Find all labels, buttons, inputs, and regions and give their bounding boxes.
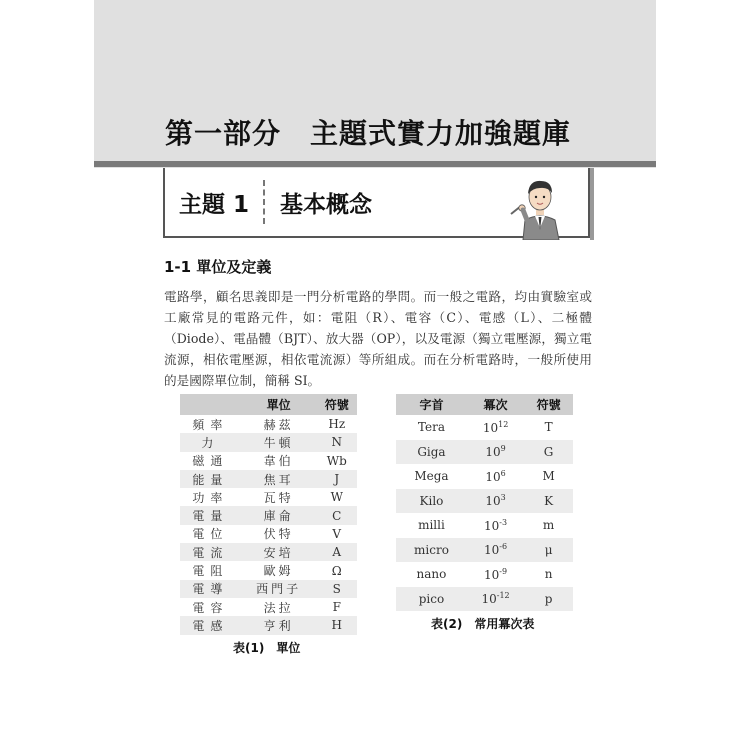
table-row xyxy=(396,587,573,612)
units-table-header xyxy=(180,394,357,415)
unit-cell: 西門子 xyxy=(241,580,317,598)
power-cell xyxy=(467,440,524,465)
table-row xyxy=(396,562,573,587)
quantity-cell: 力 xyxy=(180,433,241,451)
symbol-cell: C xyxy=(317,506,357,524)
quantity-cell: 功率 xyxy=(192,490,229,505)
topic-label: 主題 1 xyxy=(179,192,250,218)
table-row xyxy=(180,580,357,598)
symbol-cell: Hz xyxy=(328,417,346,432)
prefix-cell: nano xyxy=(416,567,447,582)
power-exponent: -3 xyxy=(499,517,508,527)
table-row xyxy=(180,488,357,506)
topic-title: 基本概念 xyxy=(280,192,372,218)
topic-separator xyxy=(263,180,265,224)
power-cell xyxy=(467,415,524,440)
table-row xyxy=(396,415,573,440)
powers-table-header xyxy=(396,394,573,415)
powers-table-caption: 表(2) 常用冪次表 xyxy=(431,617,535,631)
power-base: 10 xyxy=(484,518,500,533)
symbol-cell: J xyxy=(317,470,357,488)
power-cell xyxy=(467,513,524,538)
power-base: 10 xyxy=(484,543,500,558)
table-row xyxy=(396,440,573,465)
symbol-cell: A xyxy=(317,543,357,561)
symbol-cell: m xyxy=(542,518,555,533)
power-exponent: 6 xyxy=(500,468,506,478)
quantity-cell: 磁通 xyxy=(192,454,229,469)
power-cell xyxy=(467,587,524,612)
table-row xyxy=(180,561,357,579)
topic-banner-shadow xyxy=(590,168,594,240)
symbol-cell: Wb xyxy=(326,453,347,468)
unit-cell: 庫侖 xyxy=(241,506,317,524)
quantity-cell: 電容 xyxy=(192,600,229,615)
prefix-cell: milli xyxy=(418,518,445,533)
table-row xyxy=(180,506,357,524)
body-paragraph: 電路學，顧名思義即是一門分析電路的學問。而一般之電路，均由實驗室或工廠常見的電路元件，如：電阻（R）、電容（C）、電感（L）、二極體（Diode）、電晶體（BJT）、放大器（OP），以及電源（獨立電壓源，獨立電流源，相依電壓源，相依電流源）等所組成。而在分析電路時，一般所使用的是國際單位制，簡稱 SI。 xyxy=(164,289,592,388)
table-row xyxy=(180,616,357,634)
power-cell xyxy=(467,538,524,563)
unit-cell: 亨利 xyxy=(241,616,317,634)
quantity-cell: 電阻 xyxy=(192,564,229,579)
table-row xyxy=(180,433,357,451)
quantity-cell: 電流 xyxy=(180,543,241,561)
symbol-cell: V xyxy=(332,526,342,541)
symbol-cell: Ω xyxy=(331,563,342,578)
unit-cell: 牛頓 xyxy=(241,433,317,451)
units-table-caption: 表(1) 單位 xyxy=(233,641,301,655)
prefix-cell: micro xyxy=(396,538,467,563)
symbol-cell: M xyxy=(542,469,555,484)
prefix-cell: Tera xyxy=(417,420,445,435)
units-header-symbol: 符號 xyxy=(317,394,357,415)
symbol-cell: n xyxy=(544,567,553,582)
unit-cell: 赫茲 xyxy=(263,417,294,432)
symbol-cell: μ xyxy=(524,538,573,563)
table-row xyxy=(180,543,357,561)
unit-cell: 瓦特 xyxy=(263,490,294,505)
powers-header-symbol: 符號 xyxy=(524,394,573,415)
quantity-cell: 電量 xyxy=(180,506,241,524)
unit-cell: 伏特 xyxy=(263,527,294,542)
power-exponent: 9 xyxy=(500,444,506,454)
table-row xyxy=(180,470,357,488)
powers-header-prefix: 字首 xyxy=(396,394,467,415)
symbol-cell: F xyxy=(332,600,341,615)
power-base: 10 xyxy=(485,445,501,460)
symbol-cell: p xyxy=(524,587,573,612)
table-row xyxy=(396,464,573,489)
unit-cell: 焦耳 xyxy=(241,470,317,488)
part-title: 第一部分 主題式實力加強題庫 xyxy=(165,117,572,150)
power-base: 10 xyxy=(481,592,497,607)
unit-cell: 法拉 xyxy=(263,600,294,615)
table-row xyxy=(396,489,573,514)
power-cell xyxy=(467,489,524,514)
power-base: 10 xyxy=(485,494,501,509)
symbol-cell: S xyxy=(317,580,357,598)
power-exponent: -9 xyxy=(499,566,508,576)
symbol-cell: N xyxy=(317,433,357,451)
symbol-cell: H xyxy=(317,616,357,634)
powers-table xyxy=(396,394,573,611)
table-row xyxy=(180,415,357,433)
symbol-cell: W xyxy=(330,490,343,505)
quantity-cell: 電導 xyxy=(180,580,241,598)
symbol-cell: G xyxy=(524,440,573,465)
power-cell xyxy=(467,464,524,489)
power-exponent: -12 xyxy=(496,591,510,601)
prefix-cell: Mega xyxy=(414,469,449,484)
power-cell xyxy=(467,562,524,587)
power-exponent: -6 xyxy=(499,542,508,552)
quantity-cell: 能量 xyxy=(180,470,241,488)
teacher-mascot-icon xyxy=(505,170,575,240)
units-header-unit: 單位 xyxy=(241,394,317,415)
prefix-cell: pico xyxy=(396,587,467,612)
unit-cell: 安培 xyxy=(241,543,317,561)
prefix-cell: Giga xyxy=(396,440,467,465)
units-header-quantity xyxy=(180,394,241,415)
table-row xyxy=(180,598,357,616)
table-row xyxy=(180,525,357,543)
powers-header-power: 冪次 xyxy=(467,394,524,415)
symbol-cell: T xyxy=(544,420,553,435)
quantity-cell: 電感 xyxy=(180,616,241,634)
power-exponent: 12 xyxy=(498,419,509,429)
header-rule xyxy=(94,161,656,167)
table-row xyxy=(396,538,573,563)
quantity-cell: 頻率 xyxy=(192,417,229,432)
units-table xyxy=(180,394,357,635)
unit-cell: 韋伯 xyxy=(263,454,294,469)
section-title: 1-1 單位及定義 xyxy=(164,258,272,276)
table-row xyxy=(180,452,357,470)
symbol-cell: K xyxy=(524,489,573,514)
power-base: 10 xyxy=(482,420,499,435)
power-exponent: 3 xyxy=(500,493,506,503)
unit-cell: 歐姆 xyxy=(263,564,294,579)
power-base: 10 xyxy=(485,469,501,484)
quantity-cell: 電位 xyxy=(192,527,229,542)
power-base: 10 xyxy=(484,567,500,582)
prefix-cell: Kilo xyxy=(396,489,467,514)
table-row xyxy=(396,513,573,538)
